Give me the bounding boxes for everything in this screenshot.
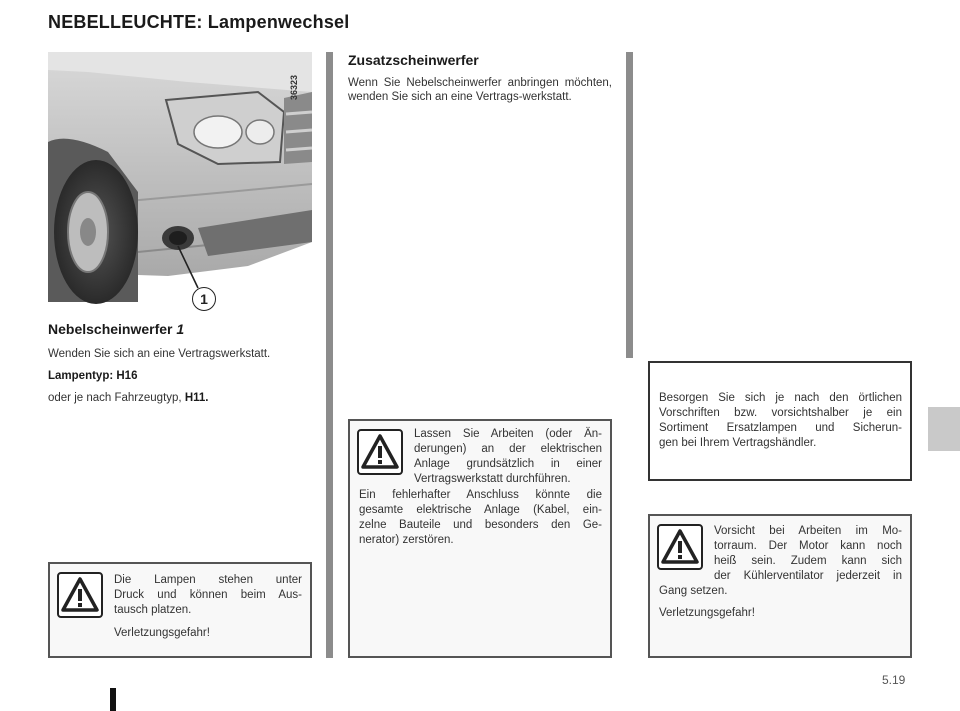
vehicle-type-line (48, 391, 318, 406)
warning-box-right (648, 514, 912, 658)
callout-number: 1 (192, 287, 216, 311)
figure-code: 36323 (289, 74, 299, 100)
warning-right-line-3: heiß sein. Zudem kann sich (714, 555, 902, 567)
warning-left-line-2: Druck und können beim Aus- (114, 589, 302, 601)
vehicle-type-prefix: oder je nach Fahrzeugtyp, (48, 392, 182, 404)
auxiliary-lamp-heading: Zusatzscheinwerfer (348, 52, 479, 68)
car-front-photo (48, 52, 312, 310)
warning-right-line-5: Gang setzen. (659, 585, 728, 597)
vehicle-type-value: H11. (184, 392, 209, 404)
warning-middle-line-7: zelne Bauteile und besonders den Ge- (359, 519, 602, 531)
warning-left-note: Verletzungsgefahr! (114, 627, 210, 639)
fog-lamp-heading (48, 321, 184, 337)
column-divider-left (326, 52, 333, 658)
warning-right-line-2: torraum. Der Motor kann noch (714, 540, 902, 552)
footer-mark (110, 688, 116, 711)
note-right-line-3: Sortiment Ersatzlampen und Sicherun- (659, 422, 902, 434)
page-number: 5.19 (882, 673, 906, 687)
warning-middle-line-5: Ein fehlerhafter Anschluss könnte die (359, 489, 602, 501)
fog-lamp-heading-number: 1 (176, 321, 185, 337)
warning-middle-line-3: Anlage grundsätzlich in einer (414, 458, 602, 470)
warning-middle-line-6: gesamte elektrische Anlage (Kabel, ein- (359, 504, 602, 516)
warning-triangle-icon (357, 429, 403, 475)
note-right-line-1: Besorgen Sie sich je nach den örtlichen (659, 392, 902, 404)
warning-left-line-1: Die Lampen stehen unter (114, 574, 302, 586)
warning-middle-line-8: nerator) zerstören. (359, 534, 454, 546)
lamp-type-label: Lampentyp: H16 (48, 370, 138, 382)
warning-right-line-1: Vorsicht bei Arbeiten im Mo- (714, 525, 902, 537)
chapter-tab (928, 407, 960, 451)
fog-lamp-text: Wenden Sie sich an eine Vertragswerkstatt. (48, 348, 271, 360)
note-box-right (648, 361, 912, 481)
auxiliary-lamp-text: Wenn Sie Nebelscheinwerfer anbringen möchten, wenden Sie sich an eine Vertrags-werkstatt. (348, 77, 612, 103)
warning-triangle-icon (657, 524, 703, 570)
warning-right-line-4: der Kühlerventilator jederzeit in (714, 570, 902, 582)
warning-box-left (48, 562, 312, 658)
note-right-line-2: Vorschriften bzw. vorsichtshalber je ein (659, 407, 902, 419)
warning-middle-line-4: Vertragswerkstatt durchführen. (414, 473, 571, 485)
warning-left-line-3: tausch platzen. (114, 604, 192, 616)
note-right-line-4: gen bei Ihrem Vertragshändler. (659, 437, 817, 449)
warning-middle-line-1: Lassen Sie Arbeiten (oder Än- (414, 428, 602, 440)
warning-middle-line-2: derungen) an der elektrischen (414, 443, 602, 455)
fog-lamp-heading-text: Nebelscheinwerfer (48, 321, 173, 337)
column-divider-right (626, 52, 633, 358)
warning-right-note: Verletzungsgefahr! (659, 607, 755, 619)
warning-triangle-icon (57, 572, 103, 618)
page-title: NEBELLEUCHTE: Lampenwechsel (48, 12, 350, 32)
warning-box-middle (348, 419, 612, 658)
